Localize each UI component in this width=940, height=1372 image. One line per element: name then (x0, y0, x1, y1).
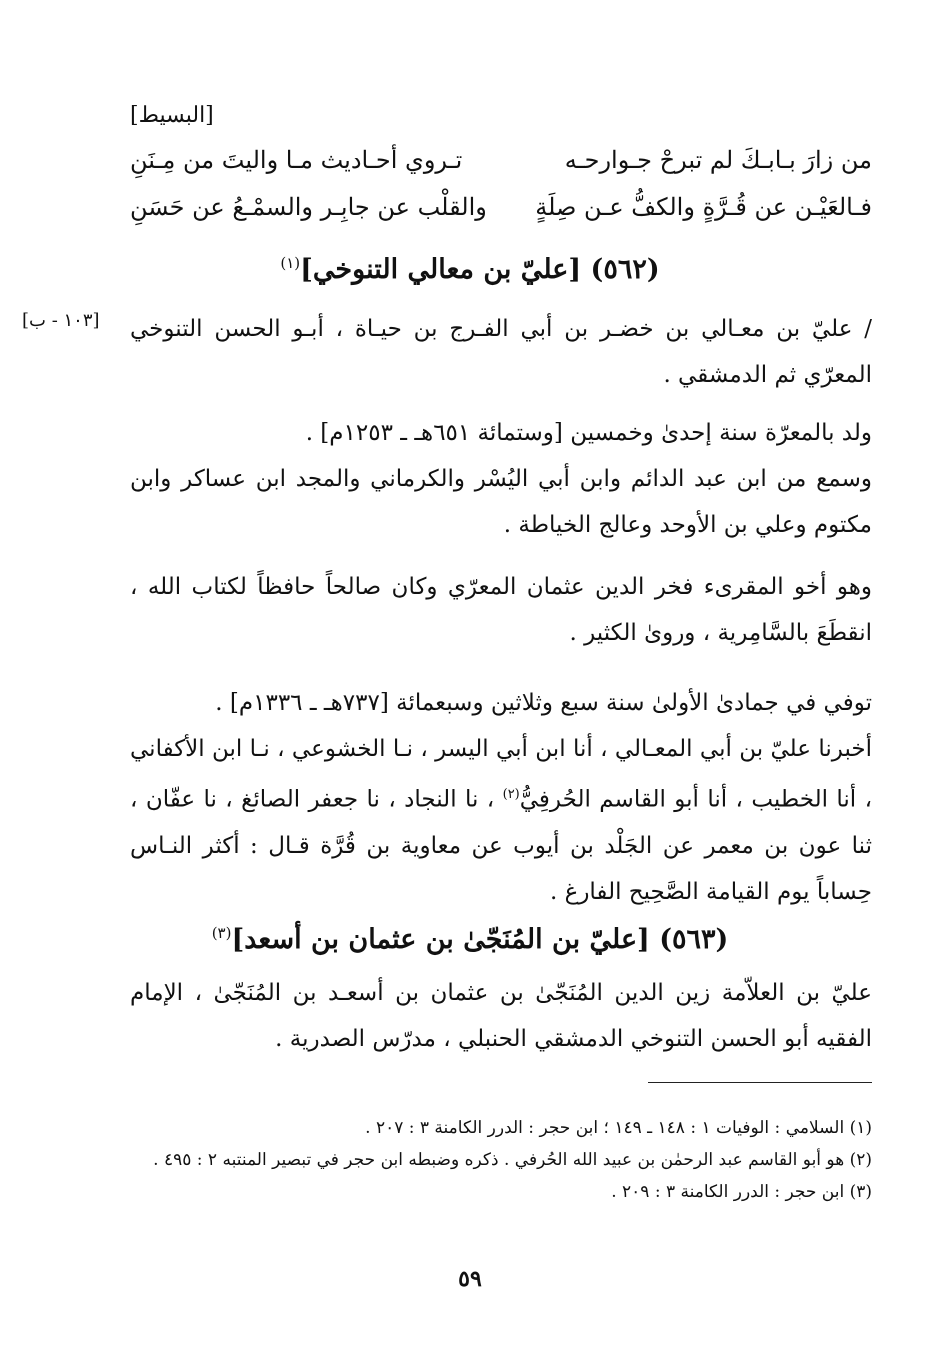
page-number: ٥٩ (458, 1266, 482, 1292)
poetic-meter-label: [البسيط] (130, 103, 214, 128)
footnote-ref-2: (٢) (502, 787, 520, 802)
footnote-1: (١) السلامي : الوفيات ١ : ١٤٨ ـ ١٤٩ ؛ ابن حجر : الدرر الكامنة ٣ : ٢٠٧ . (365, 1118, 872, 1138)
entry-562-heading (0, 254, 940, 285)
entry-562-paragraph-death: توفي في جمادىٰ الأولىٰ سنة سبع وثلاثين وسبعمائة [٧٣٧هـ ـ ١٣٣٦م] . (215, 690, 872, 716)
verse-1-second-hemistich: تـروي أحـاديث مـا واليتَ من مِـنَنِ (130, 146, 463, 174)
entry-562-paragraph-teachers: وسمع من ابن عبد الدائم وابن أبي اليُسْر والكرماني والمجد ابن عساكر وابن مكتوم وعلي بن الأوحد وعالج الخياطة . (130, 466, 872, 538)
footnote-ref-3: (٣) (211, 924, 232, 942)
entry-563-paragraph-name: عليّ بن العلاّمة زين الدين المُنَجّىٰ بن عثمان بن أسعـد بن المُنَجّىٰ ، الإمام الفقيه أبو الحسن التنوخي الدمشقي الحنبلي ، مدرّس الصدرية . (130, 980, 872, 1052)
footnote-3: (٣) ابن حجر : الدرر الكامنة ٣ : ٢٠٩ . (611, 1182, 872, 1202)
verse-2-second-hemistich: والقلْب عن جابِـر والسمْـعُ عن حَسَنِ (130, 193, 487, 221)
entry-562-paragraph-brother: وهو أخو المقرىء فخر الدين عثمان المعرّي وكان صالحاً حافظاً لكتاب الله ، انقطَعَ بالسَّامِرية ، وروىٰ الكثير . (130, 574, 872, 646)
manuscript-folio-marker: [١٠٣ - ب] (22, 310, 100, 331)
entry-562-paragraph-birth: ولد بالمعرّة سنة إحدىٰ وخمسين [وستمائة ٦٥١هـ ـ ١٢٥٣م] . (305, 420, 872, 446)
entry-563-heading (0, 924, 940, 955)
footnote-ref-1: (١) (280, 254, 301, 272)
footnote-2: (٢) هو أبو القاسم عبد الرحمٰن بن عبيد الله الحُرفي . ذكره وضبطه ابن حجر في تبصير المنتبه ٢ : ٤٩٥ . (153, 1150, 872, 1170)
hadith-chain-part-1: أخبرنا عليّ بن أبي المعـالي ، أنا ابن أبي اليسر ، نـا الخشوعي ، نـا ابن الأكفاني ، أنا الخطيب ، أنا أبو القاسم الحُرفِيُّ (130, 736, 872, 813)
hadith-chain-part-2: ، نا النجاد ، نا جعفر الصائغ ، نا عفّان ، ثنا عون بن معمر عن الجَلْد بن أيوب عن معاوية بن قُرَّة قـال : أكثر النـاس حِساباً يوم القيامة الصَّحِيح الفارغ . (130, 786, 872, 905)
entry-562-paragraph-hadith (130, 726, 872, 915)
entry-563-title: (٥٦٣) [عليّ بن المُنَجّىٰ بن عثمان بن أسعد] (231, 924, 729, 955)
footnote-separator (648, 1082, 872, 1083)
entry-562-title: (٥٦٢) [عليّ بن معالي التنوخي] (300, 254, 660, 285)
entry-562-paragraph-name: / عليّ بن معـالي بن خضـر بن أبي الفـرج بن حيـاة ، أبـو الحسن التنوخي المعرّي ثم الدمشقي . (130, 316, 872, 388)
verse-1-first-hemistich: من زارَ بـابـكَ لم تبرحْ جـوارحـه (564, 146, 872, 174)
verse-2-first-hemistich: فـالعَيْـن عن قُـرَّةٍ والكفُّ عـن صِلَةٍ (535, 193, 872, 221)
